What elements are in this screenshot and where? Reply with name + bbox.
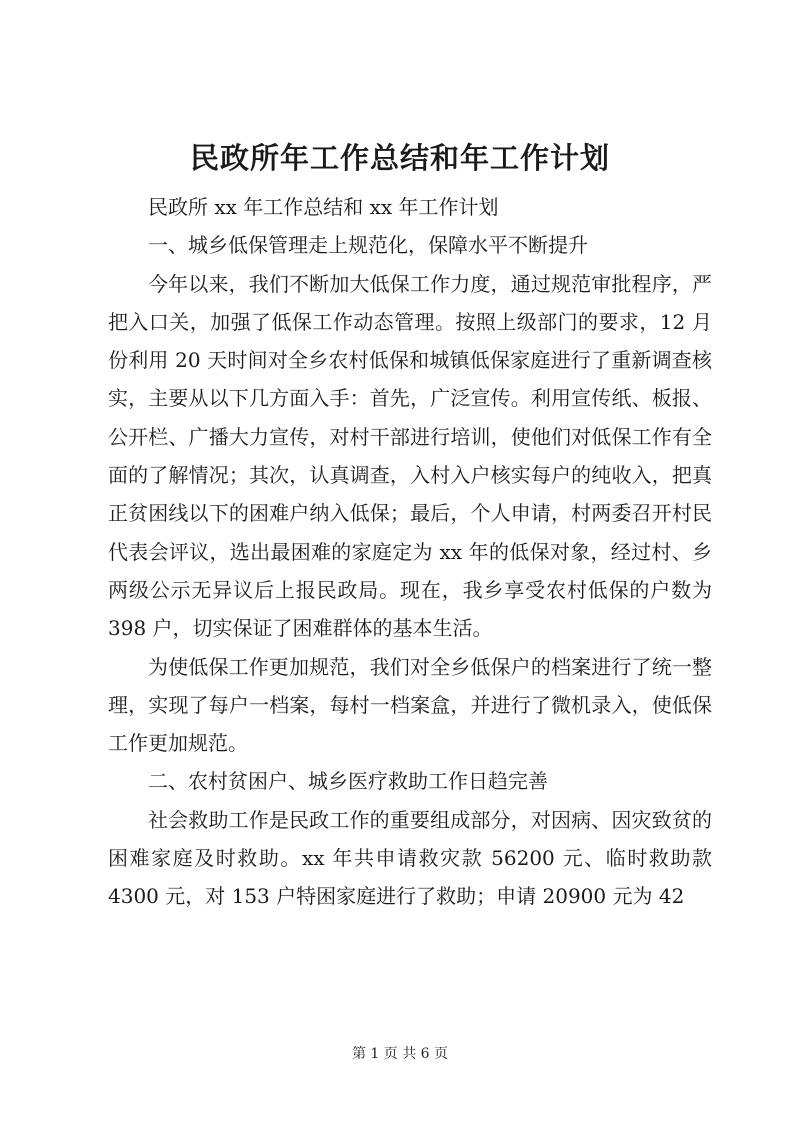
document-body xyxy=(108,188,712,916)
section-heading-2: 二、农村贫困户、城乡医疗救助工作日趋完善 xyxy=(148,769,548,794)
body-paragraph: 今年以来，我们不断加大低保工作力度，通过规范审批程序，严把入口关，加强了低保工作动态管理。按照上级部门的要求，12 月份利用 20 天时间对全乡农村低保和城镇低保家庭进行了重新调查核实，主要从以下几方面入手：首先，广泛宣传。利用宣传纸、板报、公开栏、广播大力宣传，对村干部进行培训，使他们对低保工作有全面的了解情况；其次，认真调查，入村入户核实每户的纯收入，把真正贫困线以下的困难户纳入低保；最后，个人申请，村两委召开村民代表会评议，选出最困难的家庭定为 xx 年的低保对象，经过村、乡两级公示无异议后上报民政局。现在，我乡享受农村低保的户数为 398 户，切实保证了困难群体的基本生活。 xyxy=(108,271,712,641)
page-number-footer: 第 1 页 共 6 页 xyxy=(351,1046,449,1062)
document-title: 民政所年工作总结和年工作计划 xyxy=(189,141,610,175)
section-heading-1: 一、城乡低保管理走上规范化，保障水平不断提升 xyxy=(148,233,588,258)
body-paragraph: 社会救助工作是民政工作的重要组成部分，对因病、因灾致贫的困难家庭及时救助。xx 年共申请救灾款 56200 元、临时救助款 4300 元，对 153 户特困家庭进行了救助；申请 20900 元为 42 xyxy=(108,807,712,909)
subtitle-paragraph: 民政所 xx 年工作总结和 xx 年工作计划 xyxy=(148,195,499,219)
body-paragraph: 为使低保工作更加规范，我们对全乡低保户的档案进行了统一整理，实现了每户一档案，每村一档案盒，并进行了微机录入，使低保工作更加规范。 xyxy=(108,654,712,756)
